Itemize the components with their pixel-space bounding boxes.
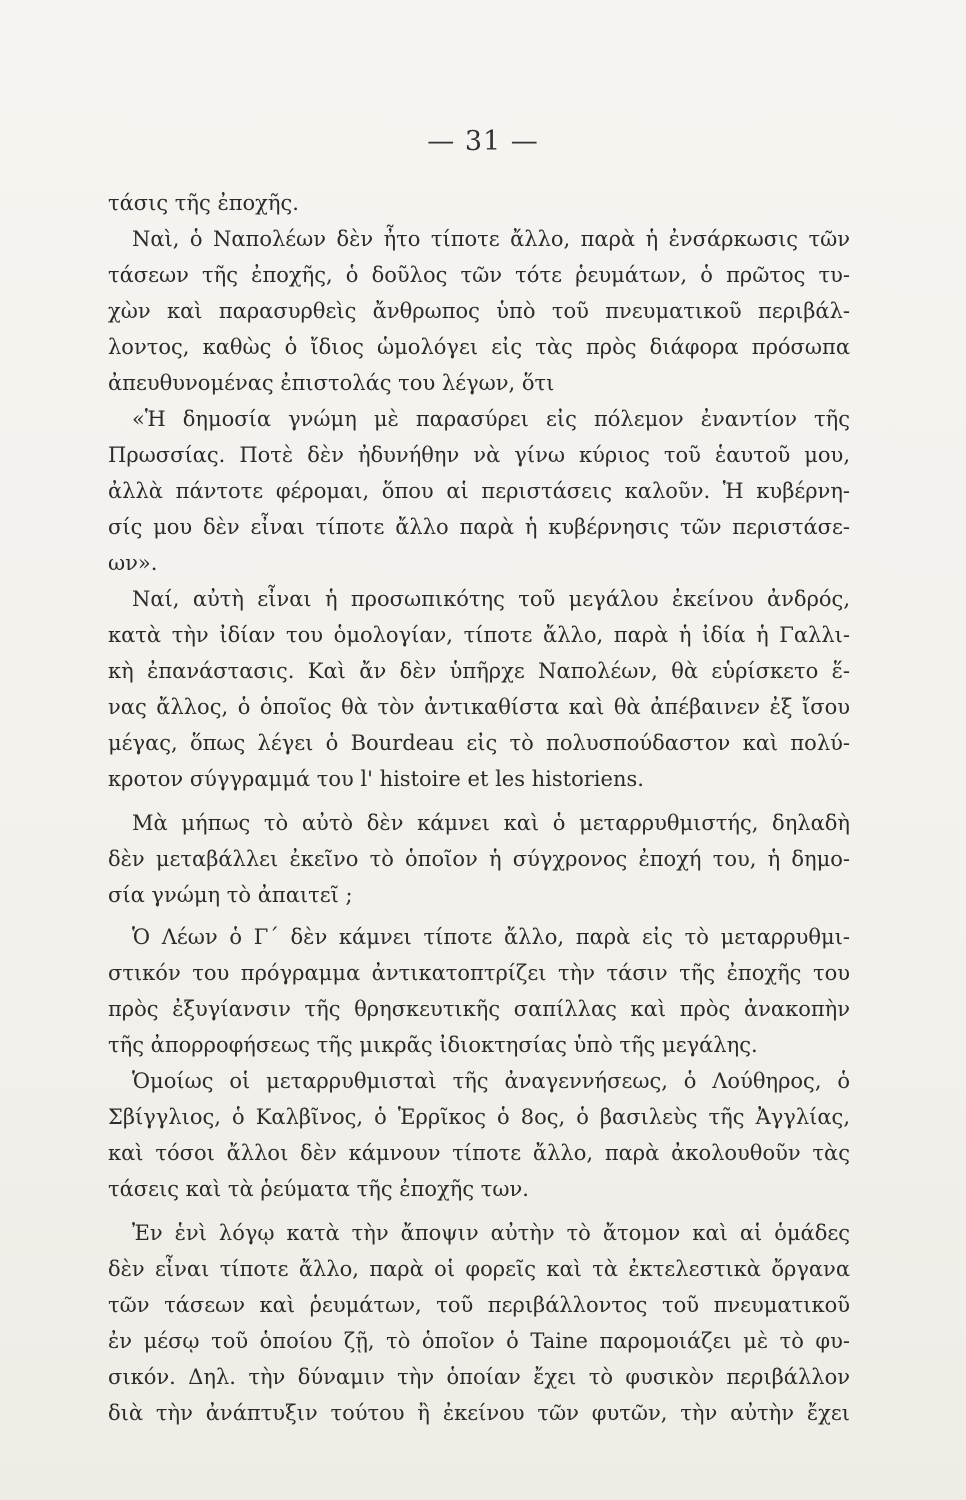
text-line: χὼν καὶ παρασυρθεὶς ἄνθρωπος ὑπὸ τοῦ πνευματικοῦ περιβάλ- (108, 299, 850, 323)
text-line: μέγας, ὅπως λέγει ὁ Bourdeau εἰς τὸ πολυσπούδαστον καὶ πολύ- (108, 731, 850, 755)
text-line: ἀλλὰ πάντοτε φέρομαι, ὅπου αἱ περιστάσεις καλοῦν. Ἡ κυβέρνη- (108, 479, 850, 503)
text-line: λοντος, καθὼς ὁ ἴδιος ὡμολόγει εἰς τὰς πρὸς διάφορα πρόσωπα (108, 335, 850, 359)
text-line: νας ἄλλος, ὁ ὁποῖος θὰ τὸν ἀντικαθίστα καὶ θὰ ἀπέβαινεν ἐξ ἴσου (108, 695, 850, 719)
text-line: σία γνώμη τὸ ἀπαιτεῖ ; (108, 883, 353, 907)
text-line: ἐν μέσῳ τοῦ ὁποίου ζῇ, τὸ ὁποῖον ὁ Taine παρομοιάζει μὲ τὸ φυ- (108, 1329, 850, 1353)
text-line: Ὁμοίως οἱ μεταρρυθμισταὶ τῆς ἀναγεννήσεως, ὁ Λούθηρος, ὁ (132, 1069, 850, 1093)
text-line: δὲν εἶναι τίποτε ἄλλο, παρὰ οἱ φορεῖς καὶ τὰ ἐκτελεστικὰ ὄργανα (108, 1257, 850, 1281)
text-line: τῆς ἀπορροφήσεως τῆς μικρᾶς ἰδιοκτησίας ὑπὸ τῆς μεγάλης. (108, 1033, 758, 1057)
text-line: κροτον σύγγραμμά του l' histoire et les historiens. (108, 767, 644, 791)
text-line: πρὸς ἐξυγίανσιν τῆς θρησκευτικῆς σαπίλλας καὶ πρὸς ἀνακοπὴν (108, 997, 850, 1021)
text-line: τάσεις καὶ τὰ ῥεύματα τῆς ἐποχῆς των. (108, 1177, 529, 1201)
text-line: τῶν τάσεων καὶ ῥευμάτων, τοῦ περιβάλλοντος τοῦ πνευματικοῦ (108, 1293, 850, 1317)
text-line: Σβίγγλιος, ὁ Καλβῖνος, ὁ Ἑρρῖκος ὁ 8ος, ὁ βασιλεὺς τῆς Ἀγγλίας, (108, 1105, 850, 1129)
text-line: καὶ τόσοι ἄλλοι δὲν κάμνουν τίποτε ἄλλο, παρὰ ἀκολουθοῦν τὰς (108, 1141, 850, 1165)
text-line: κὴ ἐπανάστασις. Καὶ ἄν δὲν ὑπῆρχε Ναπολέων, θὰ εὑρίσκετο ἕ- (108, 659, 850, 683)
text-line: ων». (108, 551, 158, 575)
text-line: «Ἡ δημοσία γνώμη μὲ παρασύρει εἰς πόλεμον ἐναντίον τῆς (132, 407, 850, 431)
text-line: διὰ τὴν ἀνάπτυξιν τούτου ἢ ἐκείνου τῶν φυτῶν, τὴν αὐτὴν ἔχει (108, 1401, 850, 1425)
text-line: στικόν του πρόγραμμα ἀντικατοπτρίζει τὴν τάσιν τῆς ἐποχῆς του (108, 961, 850, 985)
page-number: — 31 — (427, 126, 539, 157)
text-line: Πρωσσίας. Ποτὲ δὲν ἠδυνήθην νὰ γίνω κύριος τοῦ ἑαυτοῦ μου, (108, 443, 850, 467)
text-line: Ὁ Λέων ὁ Γ΄ δὲν κάμνει τίποτε ἄλλο, παρὰ εἰς τὸ μεταρρυθμι- (132, 925, 850, 949)
text-line: Μὰ μήπως τὸ αὐτὸ δὲν κάμνει καὶ ὁ μεταρρυθμιστής, δηλαδὴ (132, 811, 850, 835)
text-line: Ναί, αὐτὴ εἶναι ἡ προσωπικότης τοῦ μεγάλου ἐκείνου ἀνδρός, (132, 587, 850, 611)
text-line: Ναὶ, ὁ Ναπολέων δὲν ἦτο τίποτε ἄλλο, παρὰ ἡ ἐνσάρκωσις τῶν (132, 227, 850, 251)
text-line: σικόν. Δηλ. τὴν δύναμιν τὴν ὁποίαν ἔχει τὸ φυσικὸν περιβάλλον (108, 1365, 850, 1389)
text-line: τάσεων τῆς ἐποχῆς, ὁ δοῦλος τῶν τότε ῥευμάτων, ὁ πρῶτος τυ- (108, 263, 850, 287)
text-line: τάσις τῆς ἐποχῆς. (108, 191, 299, 215)
text-line: ἀπευθυνομένας ἐπιστολάς του λέγων, ὅτι (108, 371, 555, 395)
text-line: Ἐν ἑνὶ λόγῳ κατὰ τὴν ἄποψιν αὐτὴν τὸ ἄτομον καὶ αἱ ὁμάδες (132, 1221, 850, 1245)
text-line: κατὰ τὴν ἰδίαν του ὁμολογίαν, τίποτε ἄλλο, παρὰ ἡ ἰδία ἡ Γαλλι- (108, 623, 850, 647)
text-line: σίς μου δὲν εἶναι τίποτε ἄλλο παρὰ ἡ κυβέρνησις τῶν περιστάσε- (108, 515, 850, 539)
text-line: δὲν μεταβάλλει ἐκεῖνο τὸ ὁποῖον ἡ σύγχρονος ἐποχή του, ἡ δημο- (108, 847, 850, 871)
